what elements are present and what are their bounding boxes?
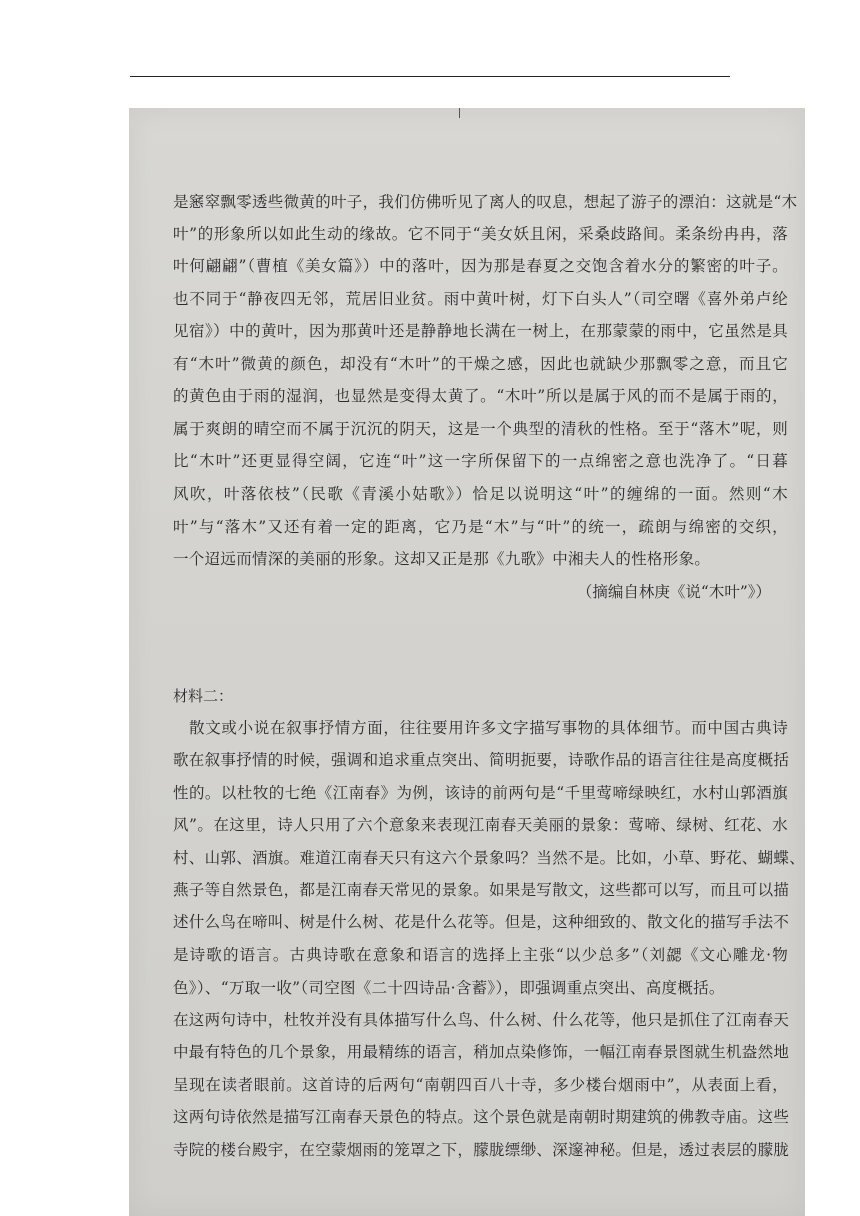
material-one-line-6: 有“木叶”微黄的颜色，却没有“木叶”的干燥之感，因此也就缺少那飘零之意，而且它 xyxy=(173,355,788,373)
scanned-page xyxy=(129,108,805,1216)
header-rule xyxy=(130,76,730,77)
material-one-line-10: 风吹，叶落依枝”（民歌《青溪小姑歌》）恰足以说明这“叶”的缠绵的一面。然则“木 xyxy=(173,485,788,503)
material-one-attribution: （摘编自林庚《说“木叶”》） xyxy=(576,583,771,601)
material-two-line-5: 村、山郭、酒旗。难道江南春天只有这六个景象吗？当然不是。比如，小草、野花、蝴蝶、 xyxy=(173,849,806,867)
binding-mark xyxy=(459,108,460,118)
material-one-line-11: 叶”与“落木”又还有着一定的距离，它乃是“木”与“叶”的统一，疏朗与绵密的交织， xyxy=(173,518,788,536)
material-two-line-7: 述什么鸟在啼叫、树是什么树、花是什么花等。但是，这种细致的、散文化的描写手法不 xyxy=(173,913,790,931)
material-one-line-5: 见宿》）中的黄叶，因为那黄叶还是静静地长满在一树上，在那蒙蒙的雨中，它虽然是具 xyxy=(173,322,788,340)
material-two-line-13: 这两句诗依然是描写江南春天景色的特点。这个景色就是南朝时期建筑的佛教寺庙。这些 xyxy=(173,1108,790,1126)
material-one-line-7: 的黄色由于雨的湿润，也显然是变得太黄了。“木叶”所以是属于风的而不是属于雨的， xyxy=(173,387,788,405)
material-two-line-10: 在这两句诗中，杜牧并没有具体描写什么鸟、什么树、什么花等，他只是抓住了江南春天 xyxy=(173,1011,790,1029)
material-two-line-6: 燕子等自然景色，都是江南春天常见的景象。如果是写散文，这些都可以写，而且可以描 xyxy=(173,881,790,899)
material-two-line-12: 呈现在读者眼前。这首诗的后两句“南朝四百八十寺，多少楼台烟雨中”，从表面上看， xyxy=(173,1076,788,1094)
material-two-line-8: 是诗歌的语言。古典诗歌在意象和语言的选择上主张“以少总多”（刘勰《文心雕龙·物 xyxy=(173,946,788,964)
material-two-line-3: 性的。以杜牧的七绝《江南春》为例，该诗的前两句是“千里莺啼绿映红，水村山郭酒旗 xyxy=(173,784,788,802)
material-one-line-3: 叶何翩翩”（曹植《美女篇》）中的落叶，因为那是春夏之交饱含着水分的繁密的叶子。 xyxy=(173,257,788,275)
material-two-line-2: 歌在叙事抒情的时候，强调和追求重点突出、简明扼要，诗歌作品的语言往往是高度概括 xyxy=(173,751,790,769)
material-two-line-11: 中最有特色的几个景象，用最精练的语言，稍加点染修饰，一幅江南春景图就生机盎然地 xyxy=(173,1043,790,1061)
material-one-line-8: 属于爽朗的晴空而不属于沉沉的阴天，这是一个典型的清秋的性格。至于“落木”呢，则 xyxy=(173,420,788,438)
material-one-line-12: 一个迢远而情深的美丽的形象。这却又正是那《九歌》中湘夫人的性格形象。 xyxy=(173,550,711,568)
material-two-line-9: 色》）、“万取一收”（司空图《二十四诗品·含蓄》），即强调重点突出、高度概括。 xyxy=(173,979,725,997)
material-one-line-4: 也不同于“静夜四无邻，荒居旧业贫。雨中黄叶树，灯下白头人”（司空曙《喜外弟卢纶 xyxy=(173,290,788,308)
material-two-line-14: 寺院的楼台殿宇，在空蒙烟雨的笼罩之下，朦胧缥缈、深邃神秘。但是，透过表层的朦胧 xyxy=(173,1141,790,1159)
material-two-heading: 材料二： xyxy=(173,687,234,705)
material-two-line-4: 风”。在这里，诗人只用了六个意象来表现江南春天美丽的景象：莺啼、绿树、红花、水 xyxy=(173,816,788,834)
material-one-line-2: 叶”的形象所以如此生动的缘故。它不同于“美女妖且闲，采桑歧路间。柔条纷冉冉，落 xyxy=(173,225,788,243)
material-two-line-1: 散文或小说在叙事抒情方面，往往要用许多文字描写事物的具体细节。而中国古典诗 xyxy=(189,719,788,737)
material-one-line-1: 是窸窣飘零透些微黄的叶子，我们仿佛听见了离人的叹息，想起了游子的漂泊：这就是“木 xyxy=(173,193,798,211)
material-one-line-9: 比“木叶”还更显得空阔，它连“叶”这一字所保留下的一点绵密之意也洗净了。“日暮 xyxy=(173,452,788,470)
